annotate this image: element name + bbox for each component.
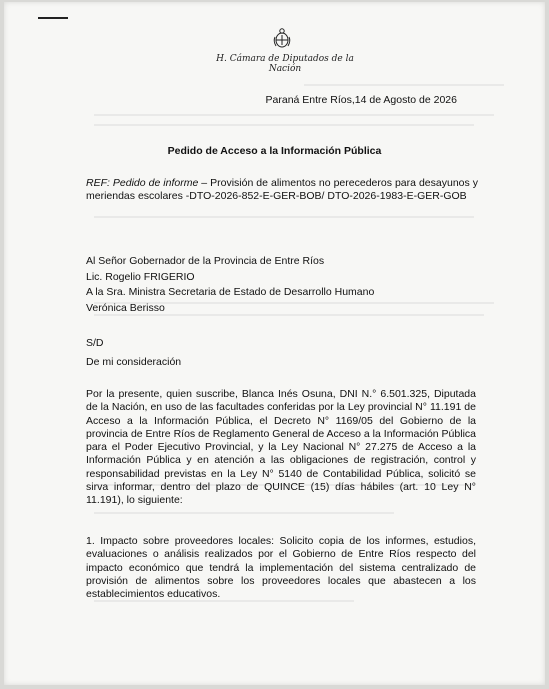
bleed-trace [304, 84, 504, 86]
bleed-trace [94, 512, 394, 514]
reference-line [86, 177, 478, 203]
sd-line: S/D [86, 337, 104, 349]
addressee-block [86, 254, 486, 316]
greeting-line: De mi consideración [86, 356, 182, 368]
addressee-line: A la Sra. Ministra Secretaria de Estado de Desarrollo Humano [86, 286, 375, 298]
date-line: Paraná Entre Ríos,14 de Agosto de 2026 [265, 94, 457, 106]
document-page [4, 2, 545, 685]
margin-mark [38, 17, 68, 19]
document-title: Pedido de Acceso a la Información Pública [167, 145, 382, 157]
addressee-line: Lic. Rogelio FRIGERIO [86, 270, 195, 283]
reference-text: – Provisión de alimentos no perecederos para desayunos y meriendas escolares -DTO-2026-852-E-GER-BOB/ DTO-2026-1983-E-GER-GOB [86, 177, 478, 202]
chamber-header: H. Cámara de Diputados de la Nación [216, 54, 354, 74]
bleed-trace [94, 114, 494, 116]
reference-label: REF: Pedido de informe [86, 177, 199, 189]
addressee-line: Verónica Berisso [86, 301, 165, 314]
body-paragraph: Por la presente, quien suscribe, Blanca Inés Osuna, DNI N.° 6.501.325, Diputada de la Nación, en uso de las facultades conferidas por la Ley provincial N° 11.191 de Acceso a la Información Pública, el Decreto N° 1169/05 del Gobierno de la provincia de Entre Ríos de Reglamento General de Acceso a la Información Pública para el Poder Ejecutivo Provincial, y la Ley Nacional N° 27.275 de Acceso a la Información Pública y en atención a las obligaciones de registración, control y responsabilidad previstas en la Ley N° 5140 de Contabilidad Pública, solicitó se sirva informar, dentro del plazo de QUINCE (15) días hábiles (art. 10 Ley N° 11.191), lo siguiente: [86, 388, 476, 507]
request-item: 1. Impacto sobre proveedores locales: Solicito copia de los informes, estudios, evaluaciones o análisis realizados por el Gobierno de Entre Ríos respecto del impacto económico que tendrá la implementación del sistema centralizado de provisión de alimentos sobre los proveedores locales que abastecen a los establecimientos educativos. [86, 535, 476, 601]
addressee-line: Al Señor Gobernador de la Provincia de Entre Ríos [86, 255, 325, 267]
coat-of-arms-icon [272, 27, 292, 49]
bleed-trace [94, 216, 474, 218]
bleed-trace [94, 124, 474, 126]
